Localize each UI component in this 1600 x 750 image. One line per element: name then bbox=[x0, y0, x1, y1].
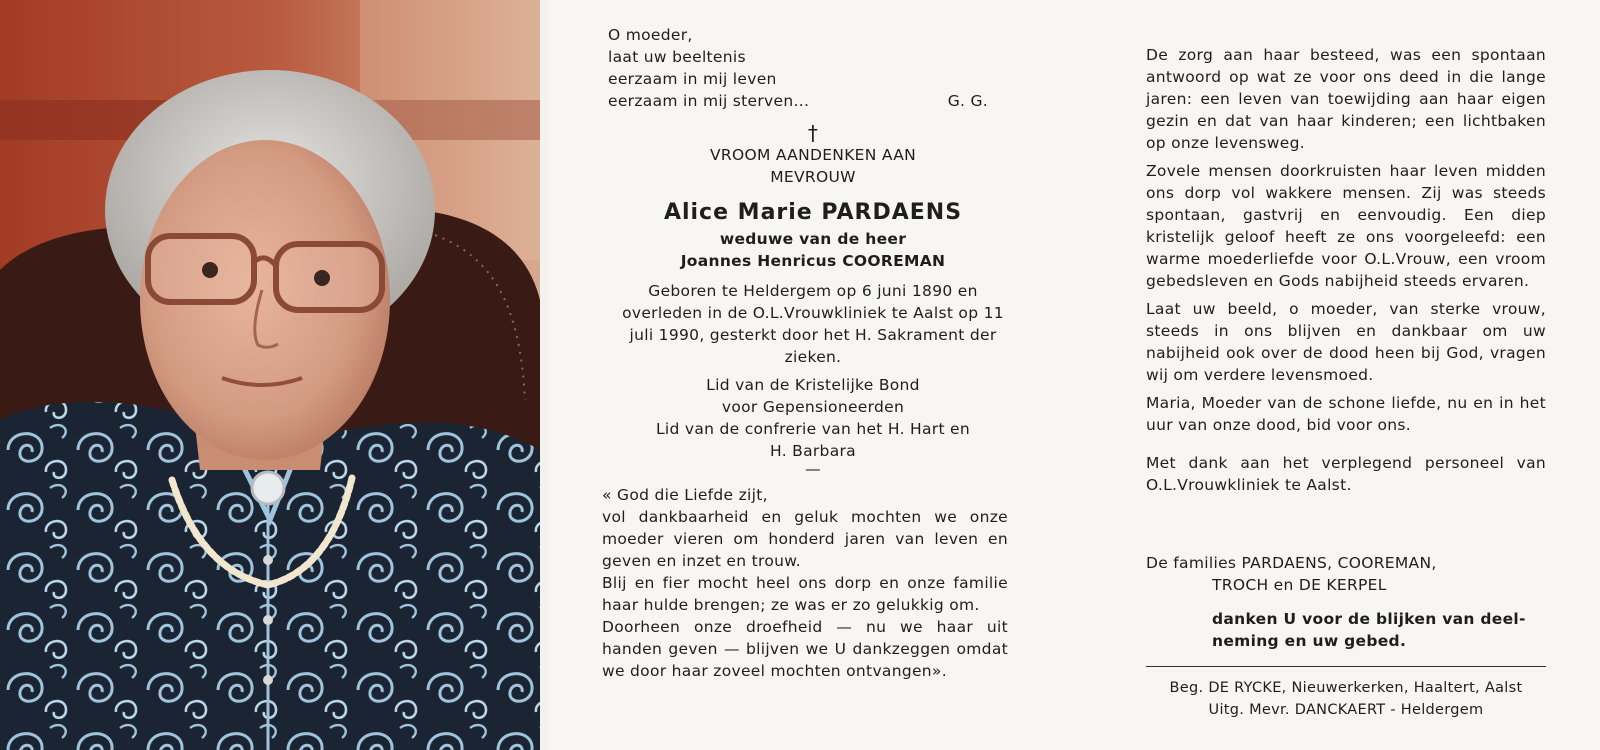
paragraph: Doorheen onze droefheid — nu we haar uit handen geven — blijven we U dankzeggen omdat we door haar zoveel mochten ontvangen». bbox=[602, 618, 1008, 680]
widow-line: weduwe van de heer bbox=[719, 230, 907, 248]
tribute-left bbox=[602, 484, 1008, 682]
poem-line: eerzaam in mij leven bbox=[608, 70, 777, 88]
printer-line: Beg. DE RYCKE, Nieuwerkerken, Haaltert, Aalst bbox=[1169, 680, 1523, 696]
prayer-opening: « God die Liefde zijt, bbox=[602, 486, 768, 504]
memorial-heading: VROOM AANDENKEN AAN bbox=[709, 146, 917, 164]
thank-line: danken U voor de blijken van deel- bbox=[1212, 610, 1526, 628]
divider bbox=[1146, 666, 1546, 667]
poem bbox=[608, 24, 1008, 112]
poem-line: O moeder, bbox=[608, 26, 693, 44]
thank-line: neming en uw gebed. bbox=[1212, 632, 1407, 650]
cross-icon: † bbox=[807, 121, 819, 145]
membership-2: Lid van de confrerie van het H. Hart en H. Barbara bbox=[655, 420, 971, 460]
poem-line: laat uw beeltenis bbox=[608, 48, 746, 66]
tribute-right bbox=[1146, 44, 1546, 496]
paragraph: Laat uw beeld, o moeder, van sterke vrouw, steeds in ons blijven en dankbaar om uw nabijheid ook over de dood heen bij God, vragen wij om verdere levensmoed. bbox=[1146, 300, 1546, 384]
poem-signature: G. G. bbox=[947, 92, 988, 110]
membership-1: Lid van de Kristelijke Bond voor Gepensioneerden bbox=[706, 376, 920, 416]
paragraph: vol dankbaarheid en geluk mochten we onze moeder vieren om honderd jaren van leven en geven en inzet en trouw. bbox=[602, 508, 1008, 570]
family-thanks bbox=[1146, 552, 1546, 721]
publisher-line: Uitg. Mevr. DANCKAERT - Heldergem bbox=[1208, 702, 1484, 718]
memorial-card bbox=[548, 0, 1600, 750]
paragraph: Maria, Moeder van de schone liefde, nu en in het uur van onze dood, bid voor ons. bbox=[1146, 394, 1546, 434]
spouse-name: Joannes Henricus COOREMAN bbox=[680, 252, 946, 270]
poem-line: eerzaam in mij sterven... bbox=[608, 92, 810, 110]
families-line: De families PARDAENS, COOREMAN, bbox=[1146, 554, 1437, 572]
memorial-title: MEVROUW bbox=[770, 168, 856, 186]
birth-death-text: Geboren te Heldergem op 6 juni 1890 en overleden in de O.L.Vrouwkliniek te Aalst op 11 juli 1990, gesterkt door het H. Sakrament der zieken. bbox=[622, 282, 1004, 366]
thanks-note: Met dank aan het verplegend personeel van O.L.Vrouwkliniek te Aalst. bbox=[1146, 454, 1546, 494]
paragraph: Blij en fier mocht heel ons dorp en onze familie haar hulde brengen; ze was er zo gelukkig om. bbox=[602, 574, 1008, 614]
deceased-name: Alice Marie PARDAENS bbox=[663, 200, 963, 225]
paragraph: Zovele mensen doorkruisten haar leven midden ons dorp vol wakkere mensen. Zij was steeds spontaan, gastvrij en eenvoudig. Een diep kristelijk geloof heeft ze ons voorgeleefd: een warme moederliefde voor O.L.Vrouw, een vroom gebedsleven en Gods nabijheid steeds ervaren. bbox=[1146, 162, 1546, 290]
separator: — bbox=[805, 460, 821, 478]
portrait-photo bbox=[0, 0, 540, 750]
paragraph: De zorg aan haar besteed, was een spontaan antwoord op wat ze voor ons deed in die lange jaren: een leven van toewijding aan haar eigen gezin en dat van haar kinderen; een lichtbaken op onze levensweg. bbox=[1146, 46, 1546, 152]
families-line: TROCH en DE KERPEL bbox=[1212, 576, 1387, 594]
